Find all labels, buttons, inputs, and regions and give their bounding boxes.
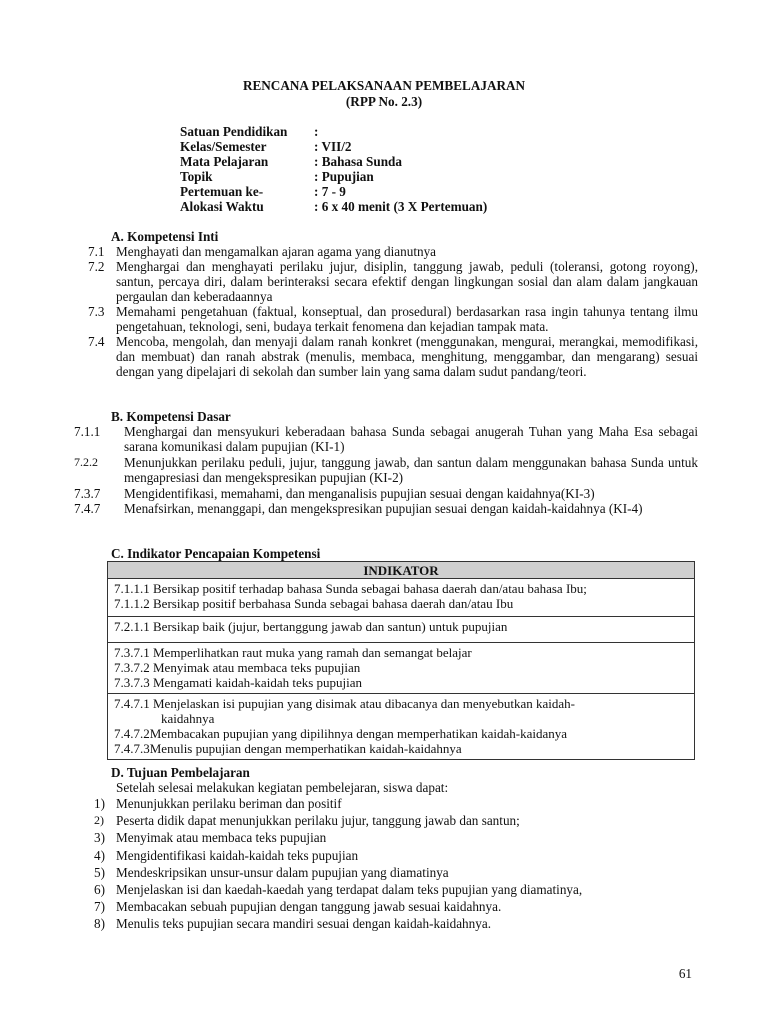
table-row (108, 579, 695, 617)
objective-text: Mendeskripsikan unsur-unsur dalam pupujian yang diamatinya (116, 865, 449, 880)
indicator-item: 7.4.7.2Membacakan pupujian yang dipilihnya dengan memperhatikan kaidah-kaidanya (114, 726, 568, 741)
indicator-item: 7.1.1.1 Bersikap positif terhadap bahasa Sunda sebagai bahasa daerah dan/atau bahasa Ibu; (114, 581, 587, 596)
document-title: RENCANA PELAKSANAAN PEMBELAJARAN (242, 78, 526, 93)
info-value: : Pupujian (314, 169, 374, 184)
indicator-item: 7.4.7.1 Menjelaskan isi pupujian yang disimak atau dibacanya dan menyebutkan kaidah- (114, 696, 576, 711)
table-row (108, 643, 695, 694)
objective-number: 6) (94, 882, 105, 897)
kd-text: Menunjukkan perilaku peduli, jujur, tanggung jawab, dan santun dalam menggunakan bahasa Sunda untuk mengapresiasi dan mengekspresikan pupujian (KI-2) (124, 455, 698, 485)
page-number: 61 (678, 966, 692, 981)
indicator-item: 7.1.1.2 Bersikap positif berbahasa Sunda sebagai bahasa daerah dan/atau Ibu (114, 596, 514, 611)
info-value: : (314, 124, 319, 139)
info-key: Alokasi Waktu (180, 199, 264, 214)
objective-number: 2) (94, 813, 104, 827)
objective-number: 8) (94, 916, 105, 931)
objective-text: Mengidentifikasi kaidah-kaidah teks pupujian (116, 848, 359, 863)
objective-number: 7) (94, 899, 105, 914)
indicator-item: 7.4.7.3Menulis pupujian dengan memperhatikan kaidah-kaidahnya (114, 741, 462, 756)
info-key: Kelas/Semester (180, 139, 267, 154)
section-d-intro: Setelah selesai melakukan kegiatan pembelejaran, siswa dapat: (116, 780, 449, 795)
info-value: : Bahasa Sunda (314, 154, 402, 169)
info-value: : VII/2 (314, 139, 352, 154)
info-value: : 6 x 40 menit (3 X Pertemuan) (314, 199, 488, 214)
indicator-item: 7.3.7.1 Memperlihatkan raut muka yang ramah dan semangat belajar (114, 645, 472, 660)
info-key: Pertemuan ke- (180, 184, 264, 199)
objective-text: Menulis teks pupujian secara mandiri sesuai dengan kaidah-kaidahnya. (116, 916, 491, 931)
section-b-heading: B. Kompetensi Dasar (111, 409, 231, 424)
section-a-heading: A. Kompetensi Inti (111, 229, 219, 244)
ki-text: Menghargai dan menghayati perilaku jujur, disiplin, tanggung jawab, peduli (toleransi, gotong royong), santun, percaya diri, dalam berinteraksi secara efektif dengan lingkungan sosial dan alam dalam jangkauan pergaulan dan keberadaannya (116, 259, 698, 304)
kd-number: 7.2.2 (74, 455, 98, 469)
ki-text: Mencoba, mengolah, dan menyaji dalam ranah konkret (menggunakan, mengurai, merangkai, memodifikasi, dan membuat) dan ranah abstrak (menulis, membaca, menghitung, menggambar, dan mengarang) sesuai dengan yang dipelajari di sekolah dan sumber lain yang sama dalam sudut pandang/teori. (116, 334, 698, 379)
indicator-table-header: INDIKATOR (108, 562, 695, 579)
indicator-item: 7.2.1.1 Bersikap baik (jujur, bertanggung jawab dan santun) untuk pupujian (114, 619, 508, 634)
kd-number: 7.4.7 (74, 501, 101, 516)
ki-number: 7.4 (88, 334, 105, 349)
objective-number: 3) (94, 830, 105, 845)
objective-text: Peserta didik dapat menunjukkan perilaku jujur, tanggung jawab dan santun; (116, 813, 520, 828)
objective-number: 5) (94, 865, 105, 880)
objective-text: Membacakan sebuah pupujian dengan tanggung jawab sesuai kaidahnya. (116, 899, 502, 914)
table-row (108, 617, 695, 643)
objective-text: Menjelaskan isi dan kaedah-kaedah yang terdapat dalam teks pupujian yang diamatinya, (116, 882, 583, 897)
indicator-item: 7.3.7.2 Menyimak atau membaca teks pupujian (114, 660, 361, 675)
info-key: Satuan Pendidikan (180, 124, 288, 139)
ki-number: 7.1 (88, 244, 105, 259)
ki-number: 7.3 (88, 304, 105, 319)
section-d-heading: D. Tujuan Pembelajaran (111, 765, 250, 780)
ki-text: Menghayati dan mengamalkan ajaran agama yang dianutnya (116, 244, 437, 259)
info-value: : 7 - 9 (314, 184, 346, 199)
info-key: Topik (180, 169, 213, 184)
kd-text: Mengidentifikasi, memahami, dan menganalisis pupujian sesuai dengan kaidahnya(KI-3) (124, 486, 595, 501)
objective-number: 4) (94, 848, 105, 863)
document-subtitle: (RPP No. 2.3) (345, 94, 423, 109)
indicator-item: 7.3.7.3 Mengamati kaidah-kaidah teks pupujian (114, 675, 363, 690)
ki-number: 7.2 (88, 259, 105, 274)
objective-number: 1) (94, 796, 105, 811)
objective-text: Menyimak atau membaca teks pupujian (116, 830, 327, 845)
objective-text: Menunjukkan perilaku beriman dan positif (116, 796, 342, 811)
table-row (108, 694, 695, 760)
section-c-heading: C. Indikator Pencapaian Kompetensi (111, 546, 321, 561)
indicator-table (107, 561, 695, 760)
kd-number: 7.1.1 (74, 424, 101, 439)
indicator-item-continued: kaidahnya (161, 711, 215, 726)
info-key: Mata Pelajaran (180, 154, 269, 169)
kd-number: 7.3.7 (74, 486, 101, 501)
kd-text: Menghargai dan mensyukuri keberadaan bahasa Sunda sebagai anugerah Tuhan yang Maha Esa sebagai sarana komunikasi dalam pupujian (KI-1) (124, 424, 698, 454)
kd-text: Menafsirkan, menanggapi, dan mengekspresikan pupujian sesuai dengan kaidah-kaidahnya (KI-4) (124, 501, 643, 516)
ki-text: Memahami pengetahuan (faktual, konseptual, dan prosedural) berdasarkan rasa ingin tahunya tentang ilmu pengetahuan, teknologi, seni, budaya terkait fenomena dan kejadian tampak mata. (116, 304, 698, 334)
